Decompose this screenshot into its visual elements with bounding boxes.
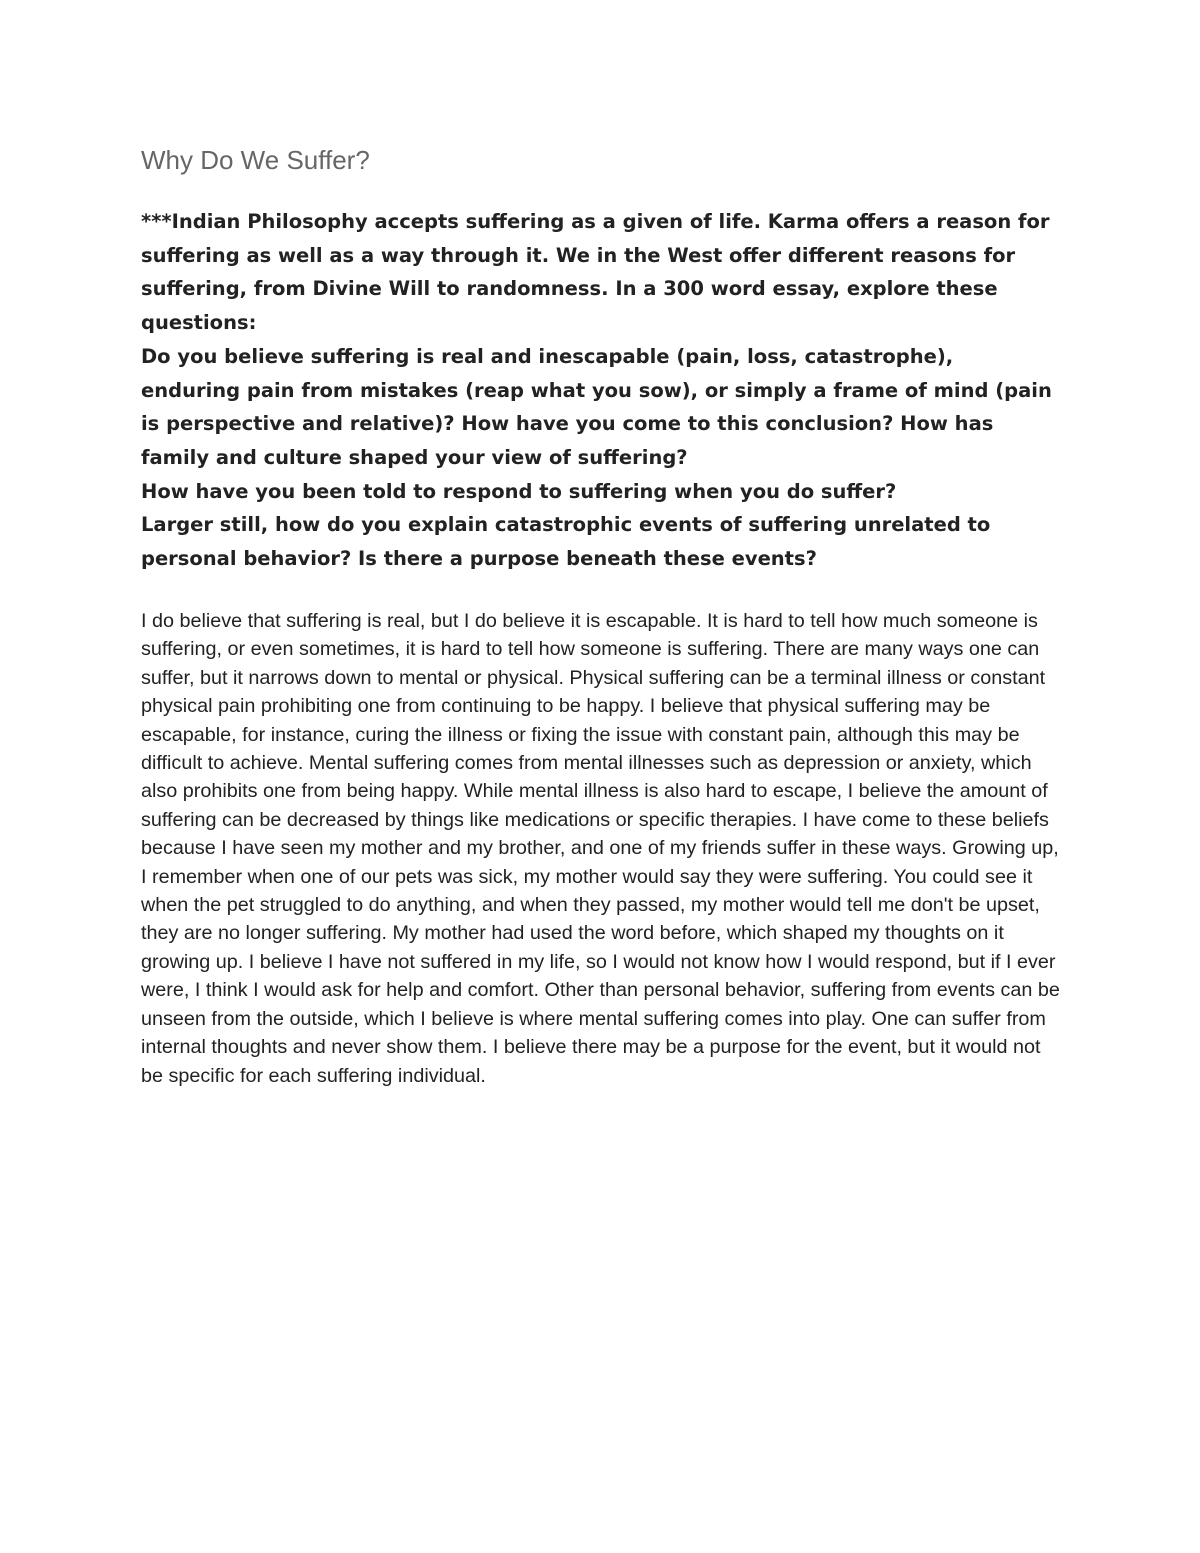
essay-prompt: [141, 205, 1056, 576]
prompt-question-1: Do you believe suffering is real and inescapable (pain, loss, catastrophe), enduring pain from mistakes (reap what you sow), or simply a frame of mind (pain is perspective and relative)? How have you come to this conclusion? How has family and culture shaped your view of suffering?: [141, 344, 1052, 469]
essay-body: I do believe that suffering is real, but I do believe it is escapable. It is hard to tell how much someone is suffering, or even sometimes, it is hard to tell how someone is suffering. There are many ways one can suffer, but it narrows down to mental or physical. Physical suffering can be a terminal illness or constant physical pain prohibiting one from continuing to be happy. I believe that physical suffering may be escapable, for instance, curing the illness or fixing the issue with constant pain, although this may be difficult to achieve. Mental suffering comes from mental illnesses such as depression or anxiety, which also prohibits one from being happy. While mental illness is also hard to escape, I believe the amount of suffering can be decreased by things like medications or specific therapies. I have come to these beliefs because I have seen my mother and my brother, and one of my friends suffer in these ways. Growing up, I remember when one of our pets was sick, my mother would say they were suffering. You could see it when the pet struggled to do anything, and when they passed, my mother would tell me don't be upset, they are no longer suffering. My mother had used the word before, which shaped my thoughts on it growing up. I believe I have not suffered in my life, so I would not know how I would respond, but if I ever were, I think I would ask for help and comfort. Other than personal behavior, suffering from events can be unseen from the outside, which I believe is where mental suffering comes into play. One can suffer from internal thoughts and never show them. I believe there may be a purpose for the event, but it would not be specific for each suffering individual.: [141, 610, 1060, 1087]
prompt-intro: ***Indian Philosophy accepts suffering as a given of life. Karma offers a reason for suffering as well as a way through it. We in the West offer different reasons for suffering, from Divine Will to randomness. In a 300 word essay, explore these questions:: [141, 210, 1050, 335]
prompt-question-3: Larger still, how do you explain catastrophic events of suffering unrelated to personal behavior? Is there a purpose beneath these events?: [141, 513, 991, 571]
prompt-question-2: How have you been told to respond to suffering when you do suffer?: [141, 479, 897, 503]
document-title: Why Do We Suffer?: [141, 145, 370, 175]
